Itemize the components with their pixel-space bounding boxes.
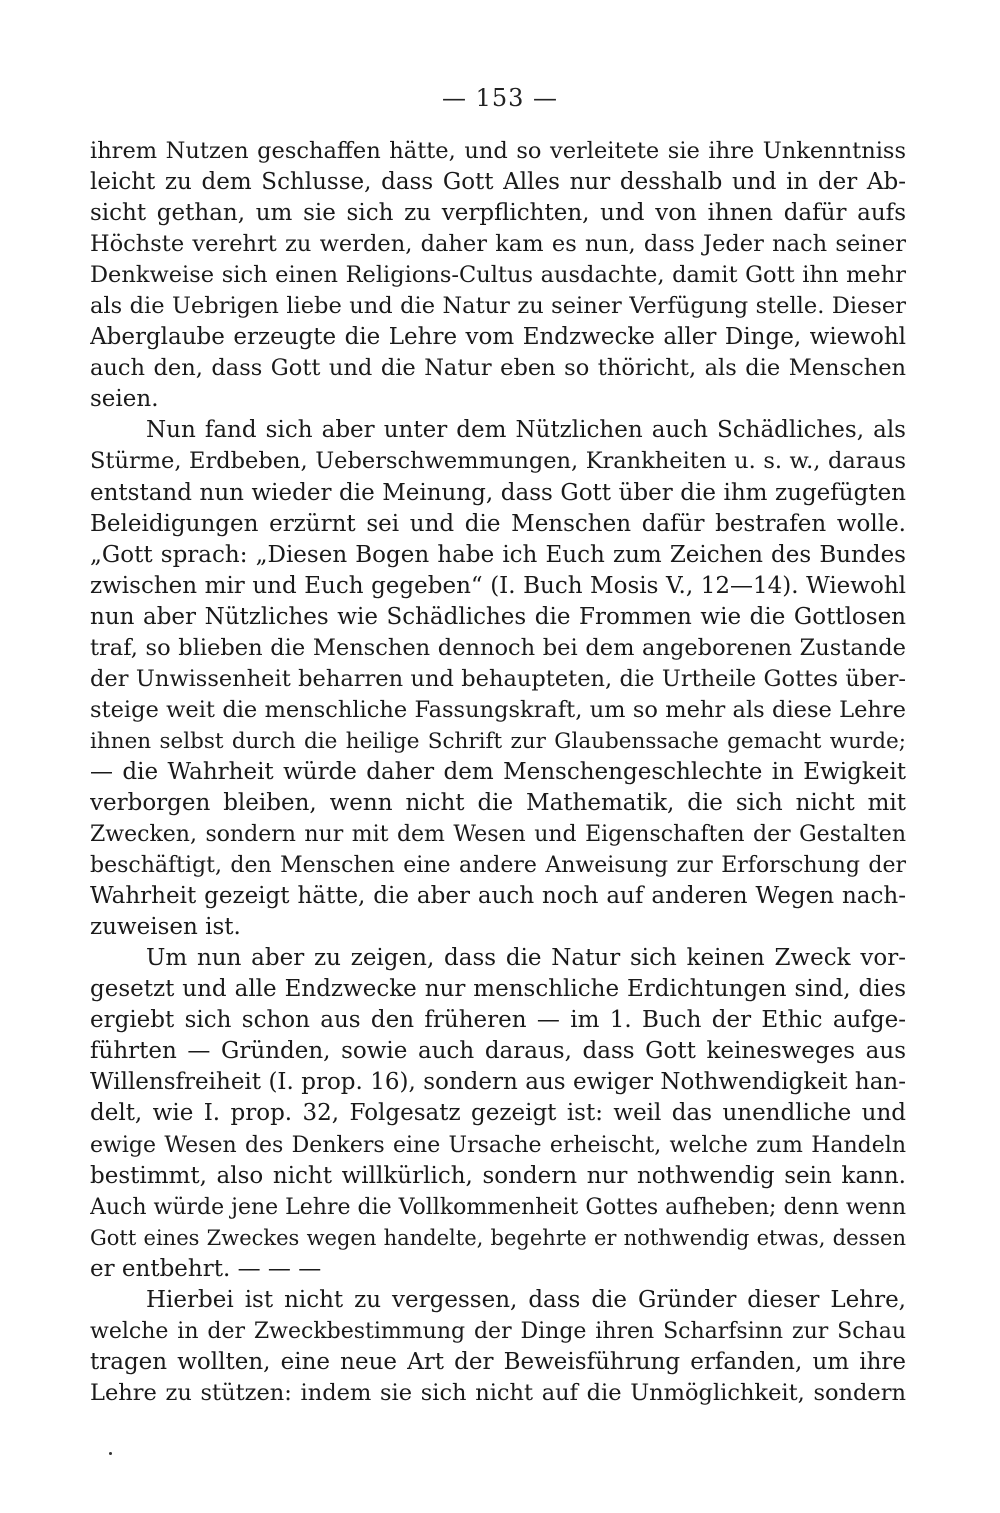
text-line: leicht zu dem Schlusse, dass Gott Alles nur desshalb und in der Ab- xyxy=(90,169,906,196)
text-line: nun aber Nützliches wie Schädliches die Frommen wie die Gottlosen xyxy=(90,603,906,630)
text-line: bestimmt, also nicht willkürlich, sondern nur nothwendig sein kann. xyxy=(90,1162,906,1189)
text-line: führten — Gründen, sowie auch daraus, dass Gott keinesweges aus xyxy=(90,1038,906,1065)
text-line: verborgen bleiben, wenn nicht die Mathematik, die sich nicht mit xyxy=(90,789,906,816)
text-line: traf, so blieben die Menschen dennoch bei dem angeborenen Zustande xyxy=(90,634,906,661)
text-line: Wahrheit gezeigt hätte, die aber auch noch auf anderen Wegen nach- xyxy=(90,883,906,910)
text-line: Stürme, Erdbeben, Ueberschwemmungen, Krankheiten u. s. w., daraus xyxy=(90,448,906,475)
text-line: beschäftigt, den Menschen eine andere Anweisung zur Erforschung der xyxy=(90,853,906,879)
text-line: gesetzt und alle Endzwecke nur menschliche Erdichtungen sind, dies xyxy=(90,976,906,1003)
text-line: zuweisen ist. xyxy=(90,914,241,941)
paragraph-2 xyxy=(90,415,906,943)
text-line: ergiebt sich schon aus den früheren — im 1. Buch der Ethic aufge- xyxy=(90,1007,906,1034)
text-line: Um nun aber zu zeigen, dass die Natur sich keinen Zweck vor- xyxy=(146,945,906,972)
text-line: auch den, dass Gott und die Natur eben so thöricht, als die Menschen xyxy=(90,355,906,382)
paragraph-1 xyxy=(90,136,906,415)
text-line: sicht gethan, um sie sich zu verpflichten, und von ihnen dafür aufs xyxy=(90,200,906,227)
body-text xyxy=(90,136,906,1409)
text-line: steige weit die menschliche Fassungskraft, um so mehr als diese Lehre xyxy=(90,696,906,723)
text-line: Hierbei ist nicht zu vergessen, dass die Gründer dieser Lehre, xyxy=(146,1286,906,1313)
text-line: Lehre zu stützen: indem sie sich nicht auf die Unmöglichkeit, sondern xyxy=(90,1379,906,1406)
text-line: seien. xyxy=(90,386,159,413)
page-number: — 153 — xyxy=(441,84,559,112)
text-line: — die Wahrheit würde daher dem Menschengeschlechte in Ewigkeit xyxy=(90,758,906,785)
text-line: Zwecken, sondern nur mit dem Wesen und Eigenschaften der Gestalten xyxy=(90,822,906,848)
text-line: Gott eines Zweckes wegen handelte, begehrte er nothwendig etwas, dessen xyxy=(90,1225,906,1250)
text-line: er entbehrt. — — — xyxy=(90,1255,322,1282)
text-line: entstand nun wieder die Meinung, dass Gott über die ihm zugefügten xyxy=(90,479,906,506)
text-line: Denkweise sich einen Religions-Cultus ausdachte, damit Gott ihn mehr xyxy=(90,262,906,289)
text-line: Aberglaube erzeugte die Lehre vom Endzwecke aller Dinge, wiewohl xyxy=(90,324,906,351)
text-line: welche in der Zweckbestimmung der Dinge ihren Scharfsinn zur Schau xyxy=(90,1318,906,1344)
text-line: der Unwissenheit beharren und behaupteten, die Urtheile Gottes über- xyxy=(90,665,906,692)
text-line: „Gott sprach: „Diesen Bogen habe ich Euch zum Zeichen des Bundes xyxy=(90,541,906,568)
text-line: ewige Wesen des Denkers eine Ursache erheischt, welche zum Handeln xyxy=(90,1132,906,1158)
text-line: Auch würde jene Lehre die Vollkommenheit Gottes aufheben; denn wenn xyxy=(90,1194,906,1220)
text-line: delt, wie I. prop. 32, Folgesatz gezeigt ist: weil das unendliche und xyxy=(90,1100,906,1127)
text-line: Beleidigungen erzürnt sei und die Menschen dafür bestrafen wolle. xyxy=(90,510,906,537)
text-line: ihnen selbst durch die heilige Schrift zur Glaubenssache gemacht wurde; xyxy=(90,728,906,754)
paragraph-4 xyxy=(90,1285,906,1409)
text-line: als die Uebrigen liebe und die Natur zu seiner Verfügung stelle. Dieser xyxy=(90,293,906,320)
text-line: ihrem Nutzen geschaffen hätte, und so verleitete sie ihre Unkenntniss xyxy=(90,138,906,164)
text-line: Willensfreiheit (I. prop. 16), sondern aus ewiger Nothwendigkeit han- xyxy=(90,1069,906,1096)
text-line: Höchste verehrt zu werden, daher kam es nun, dass Jeder nach seiner xyxy=(90,231,906,258)
text-line: tragen wollten, eine neue Art der Beweisführung erfanden, um ihre xyxy=(90,1348,906,1375)
text-line: zwischen mir und Euch gegeben“ (I. Buch Mosis V., 12—14). Wiewohl xyxy=(90,572,906,599)
paragraph-3 xyxy=(90,943,906,1285)
print-speck xyxy=(109,1452,112,1455)
text-line: Nun fand sich aber unter dem Nützlichen auch Schädliches, als xyxy=(146,417,906,444)
